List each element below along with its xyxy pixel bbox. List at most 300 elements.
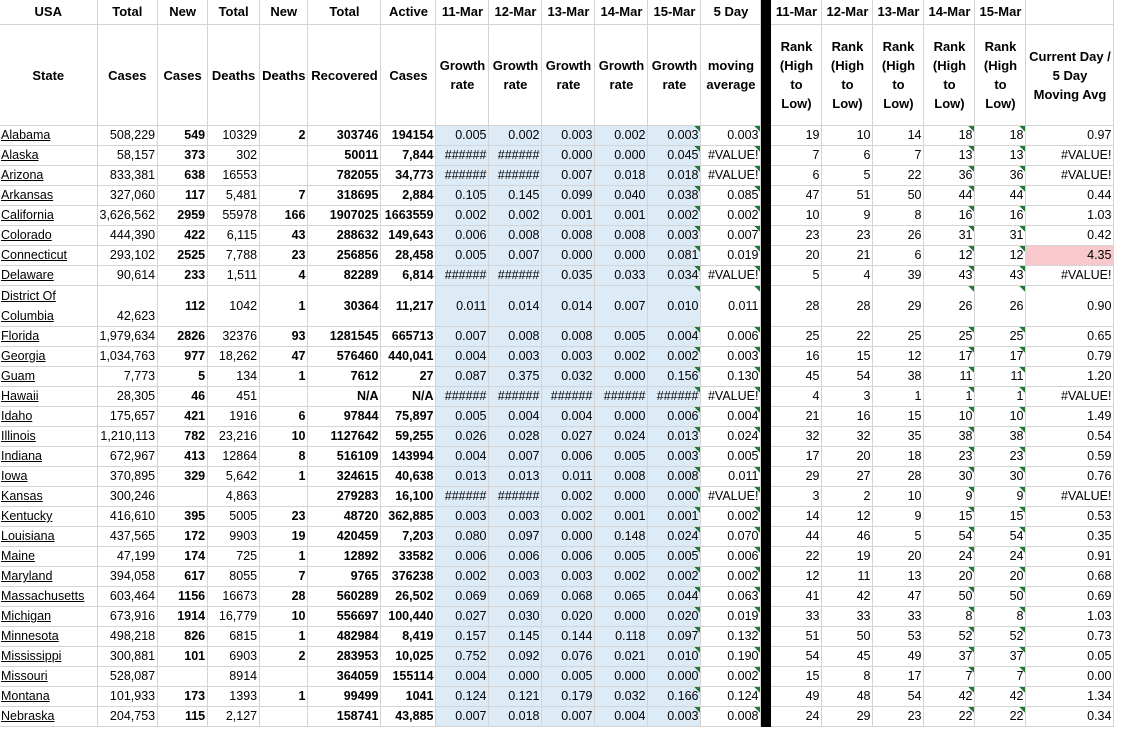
- growth-rate-cell[interactable]: 0.030: [489, 607, 542, 627]
- header-cell[interactable]: Rank (High to Low): [924, 25, 975, 126]
- value-cell[interactable]: 0.002: [701, 507, 761, 527]
- growth-rate-cell[interactable]: 0.000: [542, 527, 595, 547]
- growth-rate-cell[interactable]: 0.000: [489, 667, 542, 687]
- rank-cell[interactable]: 35: [873, 427, 924, 447]
- growth-rate-cell[interactable]: 0.145: [489, 627, 542, 647]
- rank-cell[interactable]: 25: [771, 327, 822, 347]
- rank-cell[interactable]: 20: [924, 567, 975, 587]
- rank-cell[interactable]: 54: [873, 687, 924, 707]
- rank-cell[interactable]: 41: [771, 587, 822, 607]
- state-cell[interactable]: Mississippi: [0, 647, 97, 667]
- value-cell[interactable]: 1281545: [308, 327, 381, 347]
- growth-rate-cell[interactable]: 0.006: [436, 226, 489, 246]
- value-cell[interactable]: 2,127: [208, 707, 260, 727]
- growth-rate-cell[interactable]: 0.008: [489, 327, 542, 347]
- growth-rate-cell[interactable]: 0.007: [436, 707, 489, 727]
- rank-cell[interactable]: 9: [873, 507, 924, 527]
- header-cell[interactable]: Growth rate: [542, 25, 595, 126]
- value-cell[interactable]: 1,034,763: [97, 347, 158, 367]
- growth-rate-cell[interactable]: 0.004: [648, 327, 701, 347]
- value-cell[interactable]: 30364: [308, 286, 381, 327]
- value-cell[interactable]: #VALUE!: [1026, 266, 1114, 286]
- growth-rate-cell[interactable]: 0.002: [595, 567, 648, 587]
- growth-rate-cell[interactable]: 0.013: [648, 427, 701, 447]
- rank-cell[interactable]: 50: [975, 587, 1026, 607]
- value-cell[interactable]: 1: [260, 467, 308, 487]
- rank-cell[interactable]: 16: [771, 347, 822, 367]
- value-cell[interactable]: 173: [158, 687, 208, 707]
- rank-cell[interactable]: 36: [924, 166, 975, 186]
- value-cell[interactable]: 16,779: [208, 607, 260, 627]
- value-cell[interactable]: 0.42: [1026, 226, 1114, 246]
- value-cell[interactable]: 23: [260, 507, 308, 527]
- rank-cell[interactable]: 38: [975, 427, 1026, 447]
- growth-rate-cell[interactable]: 0.003: [542, 126, 595, 146]
- rank-cell[interactable]: 8: [873, 206, 924, 226]
- value-cell[interactable]: #VALUE!: [1026, 487, 1114, 507]
- growth-rate-cell[interactable]: 0.124: [436, 687, 489, 707]
- value-cell[interactable]: 413: [158, 447, 208, 467]
- rank-cell[interactable]: 16: [822, 407, 873, 427]
- growth-rate-cell[interactable]: 0.001: [595, 507, 648, 527]
- value-cell[interactable]: 560289: [308, 587, 381, 607]
- rank-cell[interactable]: 29: [771, 467, 822, 487]
- rank-cell[interactable]: 38: [873, 367, 924, 387]
- value-cell[interactable]: 48720: [308, 507, 381, 527]
- growth-rate-cell[interactable]: 0.027: [436, 607, 489, 627]
- growth-rate-cell[interactable]: 0.028: [489, 427, 542, 447]
- growth-rate-cell[interactable]: 0.013: [436, 467, 489, 487]
- value-cell[interactable]: 11,217: [381, 286, 436, 327]
- growth-rate-cell[interactable]: 0.010: [648, 647, 701, 667]
- value-cell[interactable]: 329: [158, 467, 208, 487]
- value-cell[interactable]: 300,246: [97, 487, 158, 507]
- rank-cell[interactable]: 42: [975, 687, 1026, 707]
- rank-cell[interactable]: 25: [873, 327, 924, 347]
- growth-rate-cell[interactable]: ######: [648, 387, 701, 407]
- value-cell[interactable]: 288632: [308, 226, 381, 246]
- value-cell[interactable]: 8914: [208, 667, 260, 687]
- growth-rate-cell[interactable]: 0.004: [595, 707, 648, 727]
- rank-cell[interactable]: 39: [873, 266, 924, 286]
- value-cell[interactable]: 97844: [308, 407, 381, 427]
- growth-rate-cell[interactable]: 0.097: [489, 527, 542, 547]
- value-cell[interactable]: 1127642: [308, 427, 381, 447]
- rank-cell[interactable]: 17: [924, 347, 975, 367]
- rank-cell[interactable]: 11: [975, 367, 1026, 387]
- value-cell[interactable]: 0.35: [1026, 527, 1114, 547]
- growth-rate-cell[interactable]: ######: [489, 266, 542, 286]
- value-cell[interactable]: 549: [158, 126, 208, 146]
- value-cell[interactable]: 516109: [308, 447, 381, 467]
- growth-rate-cell[interactable]: 0.003: [489, 507, 542, 527]
- rank-cell[interactable]: 21: [771, 407, 822, 427]
- growth-rate-cell[interactable]: 0.002: [436, 567, 489, 587]
- value-cell[interactable]: 2,884: [381, 186, 436, 206]
- rank-cell[interactable]: 52: [975, 627, 1026, 647]
- value-cell[interactable]: 28,305: [97, 387, 158, 407]
- growth-rate-cell[interactable]: 0.003: [648, 126, 701, 146]
- growth-rate-cell[interactable]: 0.008: [595, 226, 648, 246]
- growth-rate-cell[interactable]: ######: [489, 166, 542, 186]
- growth-rate-cell[interactable]: 0.045: [648, 146, 701, 166]
- value-cell[interactable]: 5,481: [208, 186, 260, 206]
- rank-cell[interactable]: 38: [924, 427, 975, 447]
- growth-rate-cell[interactable]: 0.000: [542, 246, 595, 266]
- rank-cell[interactable]: 15: [975, 507, 1026, 527]
- growth-rate-cell[interactable]: 0.003: [648, 226, 701, 246]
- rank-cell[interactable]: 20: [822, 447, 873, 467]
- growth-rate-cell[interactable]: 0.105: [436, 186, 489, 206]
- header-cell[interactable]: 14-Mar: [924, 0, 975, 25]
- rank-cell[interactable]: 1: [975, 387, 1026, 407]
- state-cell[interactable]: Missouri: [0, 667, 97, 687]
- rank-cell[interactable]: 29: [873, 286, 924, 327]
- rank-cell[interactable]: 18: [975, 126, 1026, 146]
- value-cell[interactable]: 101: [158, 647, 208, 667]
- growth-rate-cell[interactable]: 0.081: [648, 246, 701, 266]
- rank-cell[interactable]: 16: [924, 206, 975, 226]
- value-cell[interactable]: 58,157: [97, 146, 158, 166]
- rank-cell[interactable]: 3: [822, 387, 873, 407]
- rank-cell[interactable]: 5: [873, 527, 924, 547]
- value-cell[interactable]: 16,100: [381, 487, 436, 507]
- growth-rate-cell[interactable]: 0.002: [489, 206, 542, 226]
- growth-rate-cell[interactable]: 0.018: [648, 166, 701, 186]
- growth-rate-cell[interactable]: 0.004: [436, 347, 489, 367]
- value-cell[interactable]: 437,565: [97, 527, 158, 547]
- growth-rate-cell[interactable]: ######: [595, 387, 648, 407]
- growth-rate-cell[interactable]: 0.007: [436, 327, 489, 347]
- rank-cell[interactable]: 1: [924, 387, 975, 407]
- rank-cell[interactable]: 43: [924, 266, 975, 286]
- rank-cell[interactable]: 48: [822, 687, 873, 707]
- growth-rate-cell[interactable]: 0.006: [436, 547, 489, 567]
- rank-cell[interactable]: 32: [771, 427, 822, 447]
- growth-rate-cell[interactable]: 0.752: [436, 647, 489, 667]
- value-cell[interactable]: 0.05: [1026, 647, 1114, 667]
- value-cell[interactable]: 0.085: [701, 186, 761, 206]
- value-cell[interactable]: 422: [158, 226, 208, 246]
- rank-cell[interactable]: 51: [771, 627, 822, 647]
- rank-cell[interactable]: 22: [771, 547, 822, 567]
- rank-cell[interactable]: 51: [822, 186, 873, 206]
- growth-rate-cell[interactable]: 0.014: [489, 286, 542, 327]
- value-cell[interactable]: 42,623: [97, 286, 158, 327]
- growth-rate-cell[interactable]: ######: [489, 146, 542, 166]
- growth-rate-cell[interactable]: 0.000: [648, 487, 701, 507]
- value-cell[interactable]: 420459: [308, 527, 381, 547]
- state-cell[interactable]: Georgia: [0, 347, 97, 367]
- value-cell[interactable]: 7: [260, 186, 308, 206]
- growth-rate-cell[interactable]: 0.002: [595, 126, 648, 146]
- rank-cell[interactable]: 45: [822, 647, 873, 667]
- rank-cell[interactable]: 49: [771, 687, 822, 707]
- header-cell[interactable]: 13-Mar: [873, 0, 924, 25]
- growth-rate-cell[interactable]: 0.008: [489, 226, 542, 246]
- rank-cell[interactable]: 2: [822, 487, 873, 507]
- state-cell[interactable]: Montana: [0, 687, 97, 707]
- value-cell[interactable]: 0.59: [1026, 447, 1114, 467]
- growth-rate-cell[interactable]: 0.002: [489, 126, 542, 146]
- rank-cell[interactable]: 42: [924, 687, 975, 707]
- value-cell[interactable]: 7,203: [381, 527, 436, 547]
- value-cell[interactable]: 9903: [208, 527, 260, 547]
- value-cell[interactable]: 19: [260, 527, 308, 547]
- header-cell[interactable]: Rank (High to Low): [873, 25, 924, 126]
- value-cell[interactable]: 1.49: [1026, 407, 1114, 427]
- growth-rate-cell[interactable]: 0.000: [595, 407, 648, 427]
- value-cell[interactable]: [260, 707, 308, 727]
- growth-rate-cell[interactable]: 0.003: [648, 447, 701, 467]
- rank-cell[interactable]: 54: [771, 647, 822, 667]
- value-cell[interactable]: 204,753: [97, 707, 158, 727]
- value-cell[interactable]: 59,255: [381, 427, 436, 447]
- growth-rate-cell[interactable]: 0.005: [436, 246, 489, 266]
- growth-rate-cell[interactable]: 0.005: [595, 447, 648, 467]
- value-cell[interactable]: 0.024: [701, 427, 761, 447]
- value-cell[interactable]: N/A: [381, 387, 436, 407]
- value-cell[interactable]: 318695: [308, 186, 381, 206]
- value-cell[interactable]: 4.35: [1026, 246, 1114, 266]
- value-cell[interactable]: 0.019: [701, 607, 761, 627]
- value-cell[interactable]: 0.070: [701, 527, 761, 547]
- growth-rate-cell[interactable]: ######: [436, 487, 489, 507]
- rank-cell[interactable]: 37: [924, 647, 975, 667]
- value-cell[interactable]: 1.20: [1026, 367, 1114, 387]
- value-cell[interactable]: 172: [158, 527, 208, 547]
- state-cell[interactable]: Minnesota: [0, 627, 97, 647]
- rank-cell[interactable]: 17: [873, 667, 924, 687]
- value-cell[interactable]: 0.006: [701, 547, 761, 567]
- header-cell[interactable]: Growth rate: [595, 25, 648, 126]
- value-cell[interactable]: 498,218: [97, 627, 158, 647]
- value-cell[interactable]: 370,895: [97, 467, 158, 487]
- growth-rate-cell[interactable]: 0.080: [436, 527, 489, 547]
- value-cell[interactable]: 617: [158, 567, 208, 587]
- rank-cell[interactable]: 28: [873, 467, 924, 487]
- value-cell[interactable]: 0.65: [1026, 327, 1114, 347]
- value-cell[interactable]: 1: [260, 627, 308, 647]
- state-cell[interactable]: Florida: [0, 327, 97, 347]
- value-cell[interactable]: 672,967: [97, 447, 158, 467]
- rank-cell[interactable]: 18: [924, 126, 975, 146]
- growth-rate-cell[interactable]: 0.003: [489, 347, 542, 367]
- state-cell[interactable]: Delaware: [0, 266, 97, 286]
- value-cell[interactable]: [158, 667, 208, 687]
- value-cell[interactable]: 4,863: [208, 487, 260, 507]
- rank-cell[interactable]: 54: [975, 527, 1026, 547]
- value-cell[interactable]: 0.005: [701, 447, 761, 467]
- value-cell[interactable]: 32376: [208, 327, 260, 347]
- header-cell[interactable]: 11-Mar: [436, 0, 489, 25]
- header-cell[interactable]: New: [158, 0, 208, 25]
- growth-rate-cell[interactable]: 0.003: [436, 507, 489, 527]
- rank-cell[interactable]: 13: [975, 146, 1026, 166]
- rank-cell[interactable]: 10: [822, 126, 873, 146]
- growth-rate-cell[interactable]: 0.020: [648, 607, 701, 627]
- value-cell[interactable]: 82289: [308, 266, 381, 286]
- growth-rate-cell[interactable]: ######: [489, 387, 542, 407]
- value-cell[interactable]: 47,199: [97, 547, 158, 567]
- value-cell[interactable]: 166: [260, 206, 308, 226]
- rank-cell[interactable]: 13: [924, 146, 975, 166]
- value-cell[interactable]: #VALUE!: [701, 266, 761, 286]
- growth-rate-cell[interactable]: 0.018: [489, 707, 542, 727]
- value-cell[interactable]: #VALUE!: [1026, 166, 1114, 186]
- rank-cell[interactable]: 32: [822, 427, 873, 447]
- rank-cell[interactable]: 22: [822, 327, 873, 347]
- value-cell[interactable]: 303746: [308, 126, 381, 146]
- state-cell[interactable]: Maryland: [0, 567, 97, 587]
- value-cell[interactable]: [260, 146, 308, 166]
- growth-rate-cell[interactable]: 0.034: [648, 266, 701, 286]
- header-cell[interactable]: 14-Mar: [595, 0, 648, 25]
- growth-rate-cell[interactable]: 0.004: [542, 407, 595, 427]
- growth-rate-cell[interactable]: 0.179: [542, 687, 595, 707]
- state-cell[interactable]: California: [0, 206, 97, 226]
- value-cell[interactable]: 0.91: [1026, 547, 1114, 567]
- value-cell[interactable]: 5005: [208, 507, 260, 527]
- value-cell[interactable]: 0.003: [701, 347, 761, 367]
- value-cell[interactable]: 50011: [308, 146, 381, 166]
- growth-rate-cell[interactable]: 0.027: [542, 427, 595, 447]
- separator-cell[interactable]: [761, 25, 771, 126]
- state-cell[interactable]: Nebraska: [0, 707, 97, 727]
- growth-rate-cell[interactable]: 0.007: [489, 447, 542, 467]
- value-cell[interactable]: 0.54: [1026, 427, 1114, 447]
- value-cell[interactable]: 1.03: [1026, 607, 1114, 627]
- value-cell[interactable]: 508,229: [97, 126, 158, 146]
- value-cell[interactable]: 1: [260, 367, 308, 387]
- value-cell[interactable]: 1,511: [208, 266, 260, 286]
- rank-cell[interactable]: 31: [975, 226, 1026, 246]
- value-cell[interactable]: 0.97: [1026, 126, 1114, 146]
- growth-rate-cell[interactable]: 0.004: [489, 407, 542, 427]
- value-cell[interactable]: [158, 487, 208, 507]
- growth-rate-cell[interactable]: 0.000: [542, 146, 595, 166]
- value-cell[interactable]: 7: [260, 567, 308, 587]
- rank-cell[interactable]: 29: [822, 707, 873, 727]
- value-cell[interactable]: 47: [260, 347, 308, 367]
- value-cell[interactable]: 2: [260, 126, 308, 146]
- rank-cell[interactable]: 53: [873, 627, 924, 647]
- value-cell[interactable]: [260, 166, 308, 186]
- header-cell[interactable]: Rank (High to Low): [975, 25, 1026, 126]
- header-cell[interactable]: Cases: [97, 25, 158, 126]
- value-cell[interactable]: #VALUE!: [1026, 146, 1114, 166]
- growth-rate-cell[interactable]: 0.005: [648, 547, 701, 567]
- growth-rate-cell[interactable]: 0.118: [595, 627, 648, 647]
- value-cell[interactable]: 1156: [158, 587, 208, 607]
- rank-cell[interactable]: 7: [771, 146, 822, 166]
- growth-rate-cell[interactable]: 0.002: [648, 567, 701, 587]
- rank-cell[interactable]: 14: [873, 126, 924, 146]
- value-cell[interactable]: 0.73: [1026, 627, 1114, 647]
- header-cell[interactable]: 15-Mar: [648, 0, 701, 25]
- state-cell[interactable]: Idaho: [0, 407, 97, 427]
- value-cell[interactable]: 300,881: [97, 647, 158, 667]
- rank-cell[interactable]: 15: [822, 347, 873, 367]
- rank-cell[interactable]: 15: [873, 407, 924, 427]
- value-cell[interactable]: #VALUE!: [701, 387, 761, 407]
- rank-cell[interactable]: 14: [771, 507, 822, 527]
- growth-rate-cell[interactable]: 0.007: [542, 707, 595, 727]
- growth-rate-cell[interactable]: 0.145: [489, 186, 542, 206]
- rank-cell[interactable]: 19: [822, 547, 873, 567]
- growth-rate-cell[interactable]: 0.000: [648, 667, 701, 687]
- state-cell[interactable]: Alaska: [0, 146, 97, 166]
- value-cell[interactable]: 1042: [208, 286, 260, 327]
- state-cell[interactable]: Arizona: [0, 166, 97, 186]
- growth-rate-cell[interactable]: 0.014: [542, 286, 595, 327]
- value-cell[interactable]: 673,916: [97, 607, 158, 627]
- value-cell[interactable]: 75,897: [381, 407, 436, 427]
- value-cell[interactable]: 28: [260, 587, 308, 607]
- value-cell[interactable]: 1: [260, 687, 308, 707]
- value-cell[interactable]: 23,216: [208, 427, 260, 447]
- growth-rate-cell[interactable]: ######: [436, 146, 489, 166]
- growth-rate-cell[interactable]: 0.033: [595, 266, 648, 286]
- header-cell[interactable]: 12-Mar: [822, 0, 873, 25]
- value-cell[interactable]: 117: [158, 186, 208, 206]
- value-cell[interactable]: 327,060: [97, 186, 158, 206]
- rank-cell[interactable]: 20: [771, 246, 822, 266]
- growth-rate-cell[interactable]: 0.018: [595, 166, 648, 186]
- growth-rate-cell[interactable]: 0.003: [489, 567, 542, 587]
- value-cell[interactable]: 6815: [208, 627, 260, 647]
- growth-rate-cell[interactable]: 0.011: [436, 286, 489, 327]
- value-cell[interactable]: #VALUE!: [701, 146, 761, 166]
- growth-rate-cell[interactable]: ######: [489, 487, 542, 507]
- rank-cell[interactable]: 12: [975, 246, 1026, 266]
- growth-rate-cell[interactable]: 0.002: [595, 347, 648, 367]
- rank-cell[interactable]: 8: [924, 607, 975, 627]
- value-cell[interactable]: 2525: [158, 246, 208, 266]
- rank-cell[interactable]: 49: [873, 647, 924, 667]
- growth-rate-cell[interactable]: 0.032: [595, 687, 648, 707]
- rank-cell[interactable]: 54: [924, 527, 975, 547]
- value-cell[interactable]: 40,638: [381, 467, 436, 487]
- header-cell[interactable]: Active: [381, 0, 436, 25]
- growth-rate-cell[interactable]: 0.007: [489, 246, 542, 266]
- value-cell[interactable]: 12892: [308, 547, 381, 567]
- growth-rate-cell[interactable]: 0.008: [648, 467, 701, 487]
- value-cell[interactable]: 394,058: [97, 567, 158, 587]
- value-cell[interactable]: 5,642: [208, 467, 260, 487]
- value-cell[interactable]: 1041: [381, 687, 436, 707]
- value-cell[interactable]: 101,933: [97, 687, 158, 707]
- value-cell[interactable]: 0.007: [701, 226, 761, 246]
- growth-rate-cell[interactable]: 0.002: [648, 347, 701, 367]
- rank-cell[interactable]: 54: [822, 367, 873, 387]
- value-cell[interactable]: 782: [158, 427, 208, 447]
- value-cell[interactable]: 18,262: [208, 347, 260, 367]
- growth-rate-cell[interactable]: 0.040: [595, 186, 648, 206]
- rank-cell[interactable]: 8: [822, 667, 873, 687]
- rank-cell[interactable]: 28: [822, 286, 873, 327]
- growth-rate-cell[interactable]: 0.144: [542, 627, 595, 647]
- growth-rate-cell[interactable]: 0.000: [595, 367, 648, 387]
- rank-cell[interactable]: 7: [873, 146, 924, 166]
- state-cell[interactable]: Alabama: [0, 126, 97, 146]
- growth-rate-cell[interactable]: 0.005: [595, 327, 648, 347]
- growth-rate-cell[interactable]: 0.006: [489, 547, 542, 567]
- value-cell[interactable]: 27: [381, 367, 436, 387]
- growth-rate-cell[interactable]: 0.010: [648, 286, 701, 327]
- value-cell[interactable]: 0.002: [701, 567, 761, 587]
- value-cell[interactable]: 279283: [308, 487, 381, 507]
